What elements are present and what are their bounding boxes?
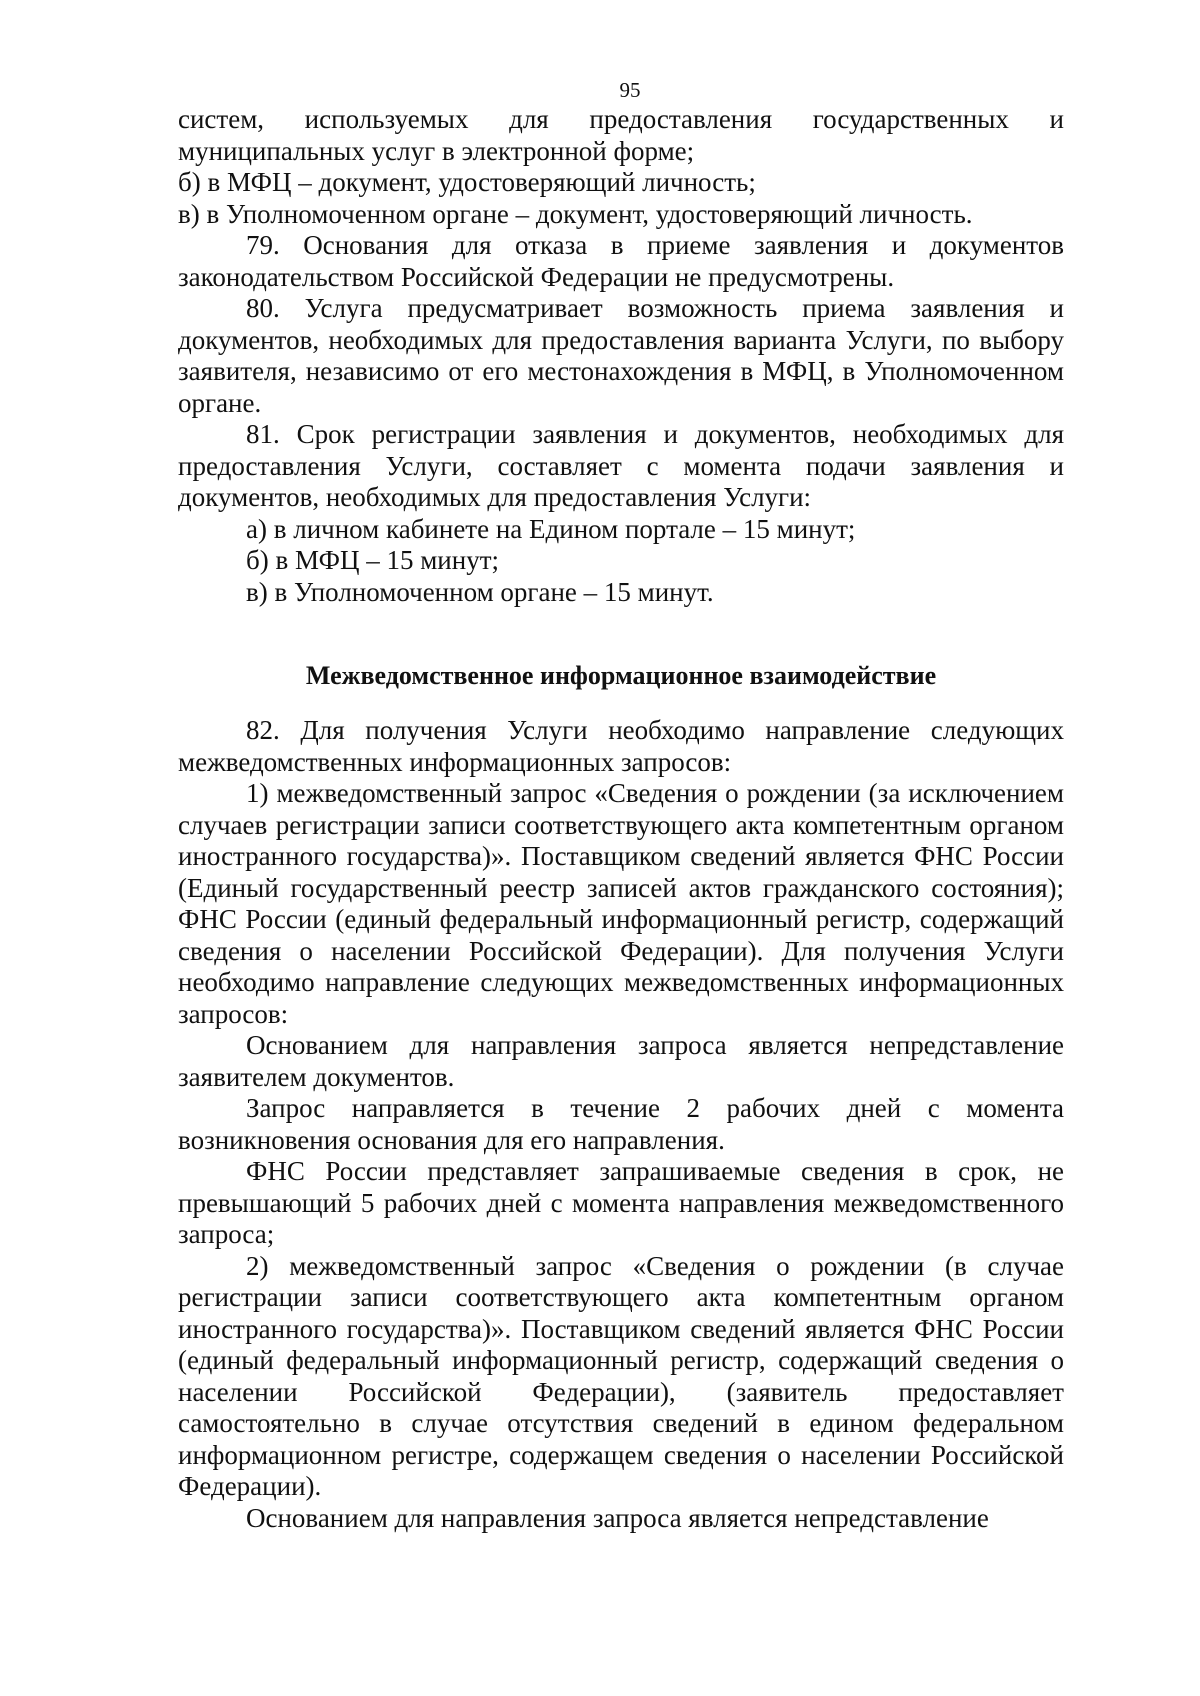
paragraph: 80. Услуга предусматривает возможность приема заявления и документов, необходимых для предоставления варианта Услуги, по выбору заявителя, независимо от его местонахождения в МФЦ, в Уполномоченном органе.: [178, 293, 1064, 418]
paragraph: ФНС России представляет запрашиваемые сведения в срок, не превышающий 5 рабочих дней с момента направления межведомственного запроса;: [178, 1156, 1064, 1249]
paragraph: 2) межведомственный запрос «Сведения о рождении (в случае регистрации записи соответствующего акта компетентным органом иностранного государства)». Поставщиком сведений является ФНС России (единый федеральный информационный регистр, содержащий сведения о населении Российской Федерации), (заявитель предоставляет самостоятельно в случае отсутствия сведений в едином федеральном информационном регистре, содержащем сведения о населении Российской Федерации).: [178, 1250, 1064, 1501]
document-body: [178, 104, 1064, 1534]
paragraph: Основанием для направления запроса является непредставление заявителем документов.: [178, 1030, 1064, 1092]
page-number: 95: [619, 78, 641, 102]
paragraph: 79. Основания для отказа в приеме заявления и документов законодательством Российской Федерации не предусмотрены.: [178, 230, 1064, 292]
paragraph: в) в Уполномоченном органе – 15 минут.: [246, 576, 714, 607]
paragraph: в) в Уполномоченном органе – документ, удостоверяющий личность.: [178, 198, 973, 229]
paragraph: а) в личном кабинете на Едином портале – 15 минут;: [246, 513, 856, 544]
paragraph: Основанием для направления запроса является непредставление: [246, 1502, 989, 1533]
paragraph: 1) межведомственный запрос «Сведения о рождении (за исключением случаев регистрации записи соответствующего акта компетентным органом иностранного государства)». Поставщиком сведений является ФНС России (Единый государственный реестр записей актов гражданского состояния); ФНС России (единый федеральный информационный регистр, содержащий сведения о населении Российской Федерации). Для получения Услуги необходимо направление следующих межведомственных информационных запросов:: [178, 778, 1064, 1029]
paragraph: 81. Срок регистрации заявления и документов, необходимых для предоставления Услуги, составляет с момента подачи заявления и документов, необходимых для предоставления Услуги:: [178, 419, 1064, 512]
paragraph: б) в МФЦ – документ, удостоверяющий личность;: [178, 167, 756, 197]
top-paragraphs: [178, 104, 1064, 608]
paragraph: б) в МФЦ – 15 минут;: [246, 545, 499, 575]
bottom-paragraphs: [178, 715, 1064, 1534]
section-heading: Межведомственное информационное взаимодействие: [305, 661, 937, 690]
paragraph: Запрос направляется в течение 2 рабочих дней с момента возникновения основания для его направления.: [178, 1093, 1064, 1155]
paragraph: 82. Для получения Услуги необходимо направление следующих межведомственных информационных запросов:: [178, 715, 1064, 777]
paragraph: систем, используемых для предоставления государственных и муниципальных услуг в электронной форме;: [178, 104, 1064, 166]
